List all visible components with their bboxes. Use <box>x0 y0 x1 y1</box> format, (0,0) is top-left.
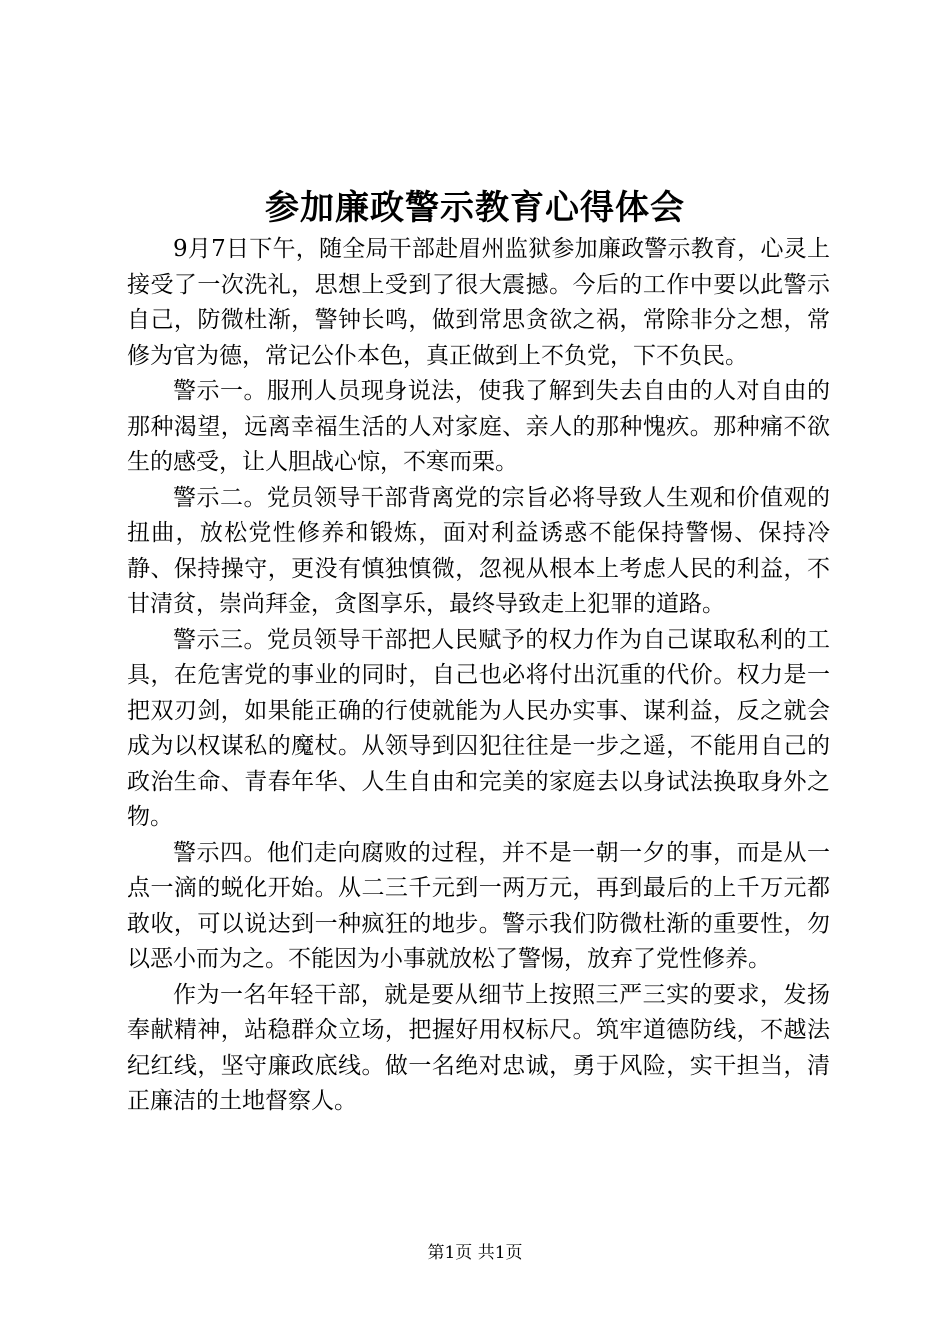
page-number-footer: 第1页 共1页 <box>427 1243 523 1263</box>
paragraph-warning-three: 警示三。党员领导干部把人民赋予的权力作为自己谋取私利的工具，在危害党的事业的同时，自己也必将付出沉重的代价。权力是一把双刃剑，如果能正确的行使就能为人民办实事、谋利益，反之就会成为以权谋私的魔杖。从领导到囚犯往往是一步之遥，不能用自己的政治生命、青春年华、人生自由和完美的家庭去以身试法换取身外之物。 <box>127 626 830 830</box>
paragraph-intro: 9月7日下午，随全局干部赴眉州监狱参加廉政警示教育，心灵上接受了一次洗礼，思想上受到了很大震撼。今后的工作中要以此警示自己，防微杜渐，警钟长鸣，做到常思贪欲之祸，常除非分之想，常修为官为德，常记公仆本色，真正做到上不负党，下不负民。 <box>127 236 830 369</box>
document-title: 参加廉政警示教育心得体会 <box>265 188 685 228</box>
paragraph-warning-one: 警示一。服刑人员现身说法，使我了解到失去自由的人对自由的那种渴望，远离幸福生活的人对家庭、亲人的那种愧疚。那种痛不欲生的感受，让人胆战心惊，不寒而栗。 <box>127 378 830 475</box>
document-body <box>127 232 830 1120</box>
paragraph-conclusion: 作为一名年轻干部，就是要从细节上按照三严三实的要求，发扬奉献精神，站稳群众立场，把握好用权标尺。筑牢道德防线，不越法纪红线，坚守廉政底线。做一名绝对忠诚，勇于风险，实干担当，清正廉洁的土地督察人。 <box>127 981 830 1114</box>
paragraph-warning-four: 警示四。他们走向腐败的过程，并不是一朝一夕的事，而是从一点一滴的蜕化开始。从二三千元到一两万元，再到最后的上千万元都敢收，可以说达到一种疯狂的地步。警示我们防微杜渐的重要性，勿以恶小而为之。不能因为小事就放松了警惕，放弃了党性修养。 <box>127 839 830 972</box>
paragraph-warning-two: 警示二。党员领导干部背离党的宗旨必将导致人生观和价值观的扭曲，放松党性修养和锻炼，面对利益诱惑不能保持警惕、保持冷静、保持操守，更没有慎独慎微，忽视从根本上考虑人民的利益，不甘清贫，崇尚拜金，贪图享乐，最终导致走上犯罪的道路。 <box>127 484 830 617</box>
